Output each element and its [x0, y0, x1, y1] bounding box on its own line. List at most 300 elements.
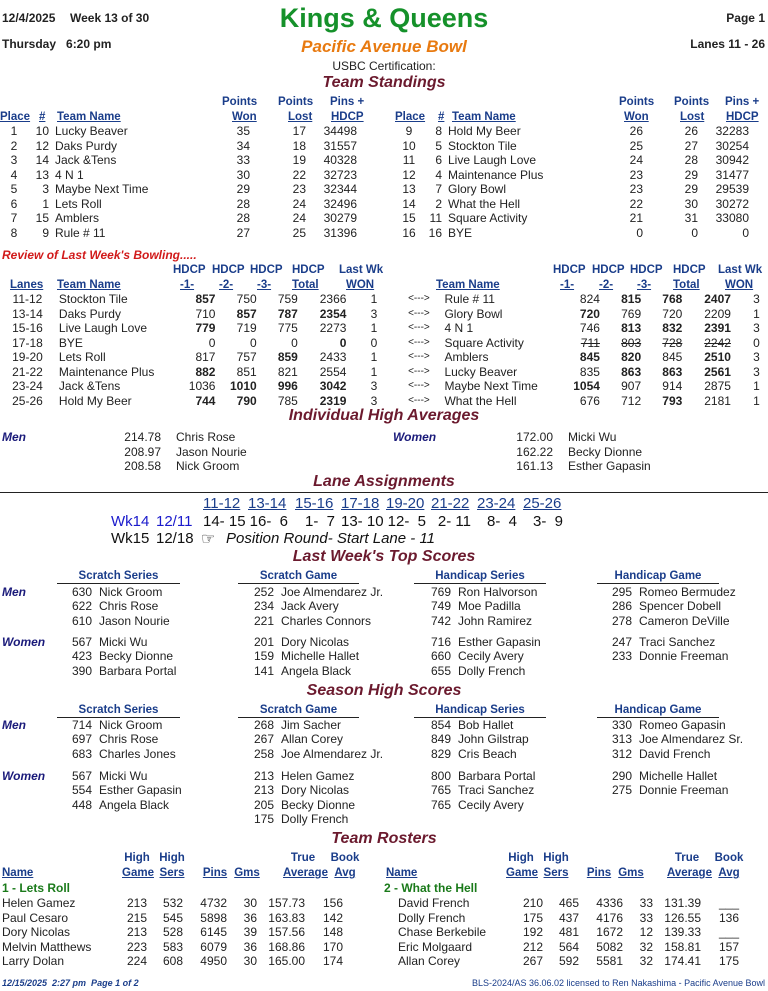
score-value: 765: [430, 797, 451, 812]
high-avg-value: 161.13: [516, 459, 553, 473]
review-row: [0, 379, 768, 394]
score-col-header: Scratch Series: [78, 704, 159, 716]
review-right-score: 2242: [704, 335, 731, 350]
roster-cell: 142: [322, 910, 343, 925]
roster-cell: 528: [162, 925, 183, 939]
review-right-score: 2407: [704, 292, 731, 306]
standing-points-lost: 22: [292, 167, 306, 182]
review-row: [0, 307, 768, 322]
roster-col-header: Average: [667, 867, 712, 879]
league-title: Kings & Queens: [279, 3, 489, 33]
high-avg-value: 208.97: [124, 444, 161, 459]
wk14-assignment: 16- 6: [249, 513, 288, 530]
roster-cell: 36: [243, 910, 257, 925]
standing-team-number: 10: [35, 124, 49, 138]
roster-col-header: Name: [386, 867, 418, 879]
review-left-score: 996: [277, 379, 298, 393]
standing-team-name: Stockton Tile: [448, 138, 517, 153]
standing-team-number: 7: [435, 182, 442, 196]
top-women-label: Women: [2, 635, 46, 649]
standing-points-won: 34: [236, 138, 250, 153]
score-value: 655: [430, 663, 451, 678]
roster-cell: 168.86: [268, 939, 305, 954]
roster-col-header: Average: [283, 867, 328, 879]
score-value: 175: [253, 812, 274, 827]
score-name: Moe Padilla: [458, 599, 521, 614]
rosters-heading: [0, 830, 768, 848]
wk14-date: 12/11: [156, 513, 193, 530]
roster-cell: 157.56: [268, 925, 305, 939]
review-right-score: 3: [753, 321, 760, 335]
standing-row: [0, 182, 357, 197]
standing-place: 8: [10, 225, 18, 240]
standing-row: [395, 211, 749, 226]
review-right-score: 3: [753, 292, 760, 306]
standing-row: [395, 182, 749, 197]
review-right-score: 845: [579, 350, 600, 364]
score-name: Michelle Hallet: [639, 769, 718, 783]
standing-place: 2: [10, 138, 18, 153]
wk14-assignment: 8- 4: [486, 513, 517, 530]
roster-col-header: Pins: [202, 867, 228, 879]
review-left-score: 757: [236, 350, 257, 364]
review-right-team: 4 N 1: [444, 321, 474, 335]
review-left-score: 2273: [319, 321, 347, 335]
roster-col-header: High: [159, 852, 185, 864]
review-arrow: <--->: [408, 365, 430, 377]
wk14-assignment: 12- 5: [387, 513, 426, 530]
review-right-score: 914: [662, 379, 683, 393]
review-arrow: <--->: [408, 336, 430, 348]
rv-hdr-h1b: -1-: [180, 279, 195, 291]
standing-points-won: 21: [629, 211, 643, 225]
roster-cell: 5898: [200, 910, 227, 925]
standing-place: 15: [402, 211, 416, 225]
hdr-lost2-r: Lost: [680, 111, 705, 123]
rv-hdr-h2b-r: -2-: [599, 279, 614, 291]
roster-row: [398, 911, 739, 926]
page-label: Page 1: [726, 11, 765, 25]
rv-hdr-h2b: -2-: [219, 279, 234, 291]
roster-cell: 131.39: [664, 896, 701, 910]
review-left-score: 744: [195, 393, 216, 408]
review-arrow: <--->: [408, 293, 430, 304]
wk14-assignment: 2- 11: [437, 513, 471, 530]
rv-hdr-h1a-r: HDCP: [553, 264, 586, 276]
review-right-score: 1: [753, 306, 760, 321]
score-name: Charles Connors: [281, 613, 372, 628]
high-avg-men-table: [118, 430, 247, 474]
lane-assign-heading-text: Lane Assignments: [313, 473, 455, 490]
roster-cell: Larry Dolan: [2, 954, 65, 968]
roster-cell: 175: [522, 910, 543, 925]
score-value: 313: [611, 732, 632, 747]
review-right-score: 711: [580, 335, 600, 350]
review-arrow: <--->: [408, 322, 430, 333]
score-col-header: Handicap Series: [435, 704, 525, 716]
review-right-score: 1: [753, 379, 760, 393]
high-avg-name: Nick Groom: [176, 459, 240, 473]
roster-cell: 564: [558, 939, 579, 954]
roster-row: [398, 925, 739, 940]
score-name: Jack Avery: [281, 599, 339, 614]
high-avg-row: [118, 430, 247, 445]
lane-pair: 25-26: [523, 495, 562, 512]
roster-table-right: [398, 896, 739, 969]
score-name: Charles Jones: [99, 746, 176, 761]
standing-row: [395, 139, 749, 154]
score-name: Cecily Avery: [458, 797, 524, 812]
score-value: 312: [611, 746, 632, 761]
score-name: Becky Dionne: [99, 649, 174, 664]
review-right-score: 2561: [704, 364, 731, 379]
hdr-num: #: [39, 111, 46, 123]
roster-col-header: Game: [122, 867, 154, 879]
review-left-score: 3042: [319, 379, 347, 393]
review-left-score: 857: [236, 306, 257, 321]
score-name: Dory Nicolas: [281, 635, 350, 649]
score-value: 610: [71, 613, 92, 628]
lane-assign-divider: [0, 492, 768, 493]
score-name: Allan Corey: [281, 732, 344, 747]
roster-cell: 210: [522, 896, 543, 910]
standing-pins-hdcp: 30279: [323, 211, 357, 225]
standing-team-name: Hold My Beer: [448, 124, 521, 138]
high-avg-name: Chris Rose: [176, 430, 236, 444]
review-left-score: 882: [195, 364, 216, 379]
standing-row: [395, 197, 749, 212]
roster-cell: 192: [522, 925, 543, 939]
high-avg-row: [510, 459, 651, 474]
standing-points-won: 23: [629, 167, 643, 182]
review-left-score: 1: [370, 364, 378, 379]
review-row: [0, 350, 768, 365]
score-name: Dory Nicolas: [281, 783, 350, 798]
hdr-team-r: Team Name: [452, 111, 516, 123]
roster-cell: 1672: [596, 925, 623, 939]
score-name: Cecily Avery: [458, 649, 524, 664]
standing-team-name: Lucky Beaver: [55, 124, 128, 138]
roster-cell: Chase Berkebile: [398, 925, 487, 939]
review-left-team: Lets Roll: [58, 350, 106, 364]
score-col-header: Handicap Game: [614, 704, 702, 716]
score-name: Barbara Portal: [458, 769, 536, 783]
score-value: 267: [253, 732, 274, 747]
roster-cell: 437: [558, 910, 579, 925]
hdr-place: Place: [0, 111, 31, 123]
standing-points-lost: 24: [292, 211, 306, 225]
score-name: David French: [639, 746, 711, 761]
high-avg-women-table: [510, 430, 651, 474]
wk15-label: Wk15: [111, 530, 150, 547]
lane-pair: 19-20: [386, 495, 425, 512]
standing-row: [0, 153, 357, 168]
review-lanes: 17-18: [12, 335, 43, 350]
standing-place: 5: [10, 182, 18, 196]
review-right-score: 3: [753, 364, 760, 379]
score-name: Esther Gapasin: [99, 783, 182, 798]
roster-row: [2, 925, 343, 940]
roster-cell: 213: [126, 925, 147, 939]
high-avg-name: Jason Nourie: [176, 444, 247, 459]
review-left-score: 821: [277, 364, 298, 379]
standing-team-number: 6: [435, 153, 442, 167]
review-row: [0, 292, 768, 307]
review-left-score: 2319: [319, 393, 347, 408]
standing-points-lost: 31: [684, 211, 698, 225]
score-name: Esther Gapasin: [458, 635, 541, 649]
score-value: 295: [611, 585, 632, 599]
roster-col-header: Gms: [234, 867, 260, 879]
top-men-label: Men: [2, 585, 26, 599]
review-left-score: 817: [195, 350, 216, 364]
score-name: Helen Gamez: [281, 769, 355, 783]
standing-team-name: Lets Roll: [55, 196, 102, 211]
score-value: 159: [253, 649, 274, 664]
review-heading: Review of Last Week's Bowling.....: [2, 248, 197, 262]
score-col-header: Scratch Series: [78, 570, 159, 582]
roster-right-team: 2 - What the Hell: [384, 881, 478, 895]
rv-hdr-h1a: HDCP: [173, 264, 206, 276]
review-lanes: 23-24: [12, 379, 43, 393]
score-name: Romeo Gapasin: [639, 718, 726, 732]
score-name: Joe Almendarez Jr.: [281, 746, 384, 761]
roster-row: [2, 940, 343, 955]
roster-cell: 4336: [596, 896, 623, 910]
review-right-score: 712: [621, 393, 642, 408]
standing-team-number: 16: [428, 225, 442, 240]
score-value: 286: [611, 599, 632, 614]
standing-team-number: 9: [42, 225, 49, 240]
rv-hdr-h3b-r: -3-: [637, 279, 652, 291]
score-name: Nick Groom: [99, 718, 163, 732]
roster-col-header: Sers: [159, 867, 185, 879]
rv-hdr-hta-r: HDCP: [673, 264, 706, 276]
rv-hdr-lwb-r: WON: [725, 279, 754, 291]
wk14-assignment: 1- 7: [304, 513, 335, 530]
high-avg-row: [118, 459, 247, 474]
roster-col-header: True: [290, 852, 316, 864]
standing-place: 12: [402, 167, 416, 182]
review-right-score: 0: [753, 335, 760, 350]
standing-row: [395, 124, 749, 139]
review-right-team: Lucky Beaver: [444, 364, 518, 379]
review-left-score: 775: [277, 321, 298, 335]
standing-points-won: 29: [236, 182, 250, 196]
hdr-won1: Points: [222, 96, 258, 108]
hdr-lost1: Points: [278, 96, 314, 108]
score-value: 622: [71, 599, 92, 614]
score-name: Dolly French: [281, 812, 349, 827]
hdr-won1-r: Points: [619, 96, 655, 108]
roster-table-left: [2, 896, 343, 969]
standing-place: 1: [10, 124, 18, 138]
roster-cell: 4176: [596, 910, 623, 925]
rv-hdr-lwa: Last Wk: [339, 264, 384, 276]
review-left-team: BYE: [58, 335, 83, 350]
score-name: Micki Wu: [99, 635, 148, 649]
standings-table-right: [395, 124, 749, 240]
roster-cell: Paul Cesaro: [2, 910, 69, 925]
roster-cell: 30: [243, 954, 257, 968]
standing-place: 13: [402, 182, 416, 196]
roster-col-header: Gms: [618, 867, 644, 879]
lane-pair: 17-18: [341, 495, 380, 512]
footer-right: BLS-2024/AS 36.06.02 licensed to Ren Nakashima - Pacific Avenue Bowl: [471, 978, 765, 988]
standing-points-lost: 27: [684, 138, 698, 153]
roster-cell: Dory Nicolas: [2, 925, 71, 939]
review-right-score: 820: [621, 350, 642, 364]
standing-team-name: What the Hell: [448, 196, 521, 211]
roster-cell: ___: [718, 896, 739, 910]
review-lanes: 25-26: [12, 393, 43, 408]
review-left-score: 1010: [229, 379, 257, 393]
roster-cell: 532: [162, 896, 183, 910]
roster-cell: 175: [718, 954, 739, 968]
roster-cell: Eric Molgaard: [398, 939, 473, 954]
score-name: Jason Nourie: [99, 613, 170, 628]
score-name: Ron Halvorson: [458, 585, 538, 599]
top-scores-heading-text: Last Week's Top Scores: [292, 548, 476, 565]
score-value: 268: [253, 718, 274, 732]
score-value: 423: [71, 649, 92, 664]
standing-pins-hdcp: 40328: [323, 153, 357, 167]
score-name: Michelle Hallet: [281, 649, 360, 664]
score-col-header: Handicap Series: [435, 570, 525, 582]
high-avg-value: 172.00: [516, 430, 553, 444]
report-date: 12/4/2025: [2, 11, 56, 25]
hdr-place-r: Place: [395, 111, 426, 123]
roster-col-header: True: [674, 852, 700, 864]
review-right-score: 793: [662, 393, 683, 408]
review-left-score: 759: [277, 292, 298, 306]
lane-pair: 15-16: [295, 495, 334, 512]
review-arrow: <--->: [408, 307, 430, 319]
score-name: Nick Groom: [99, 585, 163, 599]
high-avg-row: [510, 445, 651, 460]
standing-team-number: 1: [42, 196, 49, 211]
standing-points-won: 35: [236, 124, 250, 138]
lane-pair: 23-24: [477, 495, 516, 512]
roster-cell: 157: [718, 939, 739, 954]
review-left-score: 3: [370, 379, 378, 393]
score-value: 234: [253, 599, 274, 614]
review-left-team: Live Laugh Love: [58, 321, 147, 335]
review-row: [0, 394, 768, 409]
wk15-date: 12/18: [156, 530, 194, 547]
roster-cell: 223: [126, 939, 147, 954]
standing-place: 14: [402, 196, 416, 211]
roster-row: [398, 940, 739, 955]
roster-cell: 33: [639, 896, 653, 910]
roster-cell: 213: [126, 896, 147, 910]
score-value: 683: [71, 746, 92, 761]
roster-col-header: Avg: [334, 867, 356, 879]
review-right-team: Rule # 11: [444, 292, 495, 306]
day-time: Thursday 6:20 pm: [2, 37, 112, 51]
standing-team-number: 4: [435, 167, 442, 182]
roster-left-team: 1 - Lets Roll: [2, 881, 71, 895]
review-left-score: 2366: [319, 292, 347, 306]
score-value: 716: [430, 635, 451, 649]
score-name: Cameron DeVille: [639, 613, 730, 628]
high-avg-name: Micki Wu: [568, 430, 617, 444]
season-high-heading-text: Season High Scores: [306, 682, 462, 699]
roster-cell: 4950: [200, 954, 227, 968]
score-value: 714: [71, 718, 92, 732]
standing-points-lost: 25: [292, 225, 306, 240]
review-right-score: 768: [662, 292, 683, 306]
score-col-header: Handicap Game: [614, 570, 702, 582]
rv-hdr-team: Team Name: [57, 279, 121, 291]
roster-cell: 36: [243, 939, 257, 954]
standing-pins-hdcp: 33080: [715, 211, 749, 225]
high-avg-row: [118, 445, 247, 460]
standing-place: 6: [10, 196, 18, 211]
roster-cell: 157.73: [268, 896, 305, 910]
review-right-score: 813: [621, 321, 642, 335]
roster-cell: 148: [322, 925, 343, 939]
review-left-score: 0: [370, 335, 378, 350]
score-name: Chris Rose: [99, 732, 159, 747]
standing-place: 3: [10, 153, 18, 167]
top-scores-heading: [0, 548, 768, 566]
rv-hdr-htb: Total: [292, 279, 319, 291]
standing-points-lost: 23: [292, 182, 306, 196]
score-value: 567: [71, 635, 92, 649]
standing-team-name: Live Laugh Love: [448, 153, 537, 167]
score-value: 854: [430, 718, 451, 732]
roster-cell: 5082: [596, 939, 623, 954]
score-value: 258: [253, 746, 274, 761]
wk15-text: Position Round- Start Lane - 11: [226, 530, 436, 547]
score-value: 290: [611, 769, 632, 783]
standing-pins-hdcp: 0: [742, 225, 749, 240]
standing-team-name: Jack &Tens: [55, 153, 117, 167]
score-col-underline: [597, 583, 719, 584]
standing-points-won: 22: [629, 196, 643, 211]
review-left-score: 1036: [188, 379, 216, 393]
review-table: [0, 292, 768, 408]
review-right-score: 2391: [704, 321, 731, 335]
score-col-underline: [238, 583, 359, 584]
score-value: 278: [611, 613, 632, 628]
hdr-pins2-r: HDCP: [726, 111, 759, 123]
review-left-team: Stockton Tile: [58, 292, 128, 306]
review-left-team: Daks Purdy: [58, 306, 121, 321]
roster-cell: Melvin Matthews: [2, 939, 92, 954]
score-value: 247: [611, 635, 632, 649]
standing-points-lost: 18: [292, 138, 306, 153]
roster-cell: 6079: [200, 939, 227, 954]
high-avg-women-label: Women: [393, 430, 437, 444]
review-left-score: 0: [339, 335, 347, 350]
standing-team-number: 3: [42, 182, 49, 196]
standing-points-lost: 29: [684, 182, 698, 196]
standing-place: 10: [402, 138, 416, 153]
review-right-score: 2181: [704, 393, 731, 408]
standing-place: 11: [402, 153, 416, 167]
center-name: Pacific Avenue Bowl: [301, 37, 467, 56]
review-left-score: 0: [291, 335, 298, 350]
standing-team-number: 15: [35, 211, 49, 225]
high-avg-value: 162.22: [516, 444, 553, 459]
high-avg-value: 214.78: [124, 430, 161, 444]
roster-col-header: Sers: [543, 867, 569, 879]
rv-hdr-h1b-r: -1-: [560, 279, 575, 291]
standing-team-number: 5: [435, 138, 442, 153]
review-left-score: 859: [277, 350, 298, 364]
